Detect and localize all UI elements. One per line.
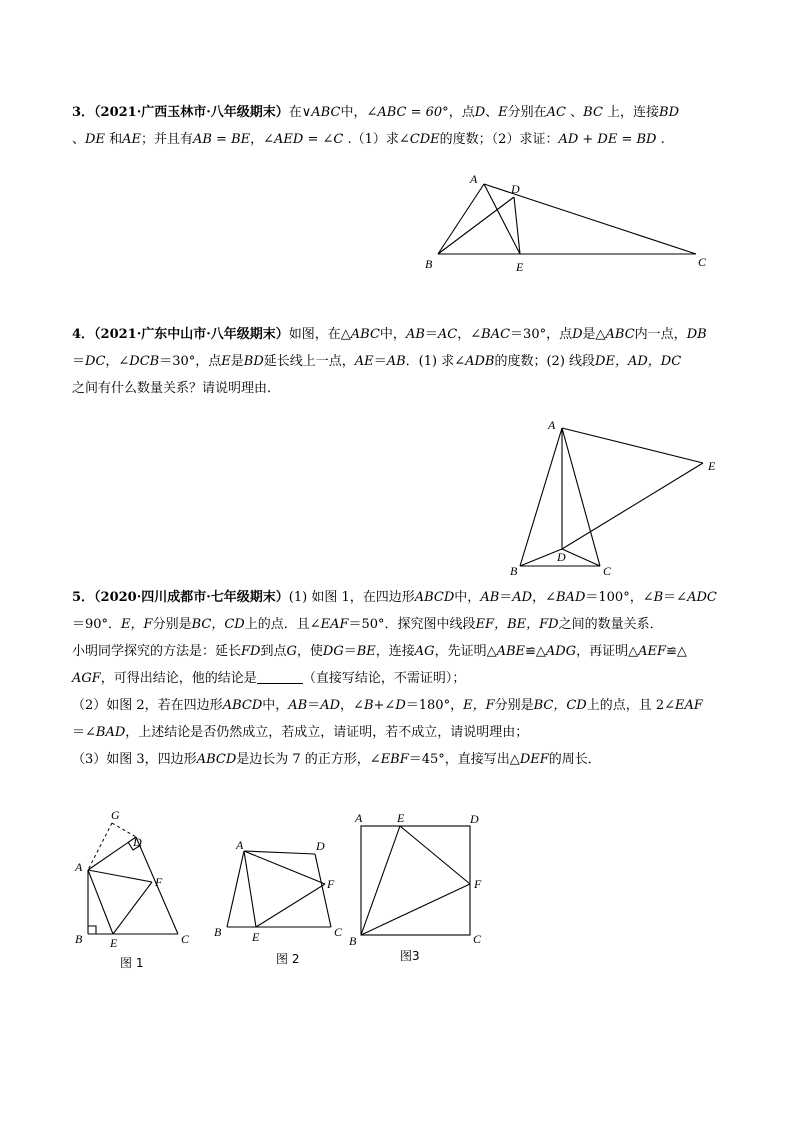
quadrilateral-figure-1 (88, 823, 178, 934)
problem-4-text: 4．（2021·广东中山市·八年级期末）如图，在△ABC中，AB＝AC，∠BAC＝30°，点D是△ABC内一点，DB ＝DC，∠DCB＝30°，点E是BD延长线上一点，AE＝AB．(1) 求∠ADB的度数；(2) 线段DE，AD，DC 之间有什么数量关系？请说明理由． (72, 327, 707, 396)
label-c: C (473, 932, 482, 946)
label-d: D (133, 835, 142, 849)
label-a: A (355, 811, 363, 825)
figure-caption: 图 2 (276, 952, 300, 966)
label-b: B (510, 564, 518, 578)
problem-number: 3． (72, 105, 95, 120)
label-a: A (470, 172, 478, 186)
problem-5-line-5: （2）如图 2，若在四边形ABCD中，AB＝AD，∠B+∠D＝180°，E，F分别是BC，CD上的点，且 2∠EAF (72, 698, 703, 713)
label-g: G (111, 808, 120, 822)
problem-3-text: 3．（2021·广西玉林市·八年级期末）在∨ABC中，∠ABC = 60°，点D、E分别在AC 、BC 上，连接BD 、DE 和AE；并且有AB = BE，∠AED = ∠C .（1）求∠CDE的度数；（2）求证：AD + DE = BD . (72, 105, 680, 147)
problem-source: （2021·广西玉林市·八年级期末） (94, 105, 289, 120)
problem-5-line-2: ＝90°．E，F分别是BC，CD上的点．且∠EAF＝50°．探究图中线段EF，BE，FD之间的数量关系． (72, 617, 663, 632)
label-b: B (214, 925, 222, 939)
triangle-figure-3 (438, 184, 696, 254)
label-d: D (511, 182, 520, 196)
problem-number: 4． (72, 327, 95, 342)
label-b: B (75, 932, 83, 946)
figure-caption: 图3 (400, 949, 420, 963)
problem-5-line-6: ＝∠BAD，上述结论是否仍然成立，若成立，请证明，若不成立，请说明理由； (72, 725, 529, 740)
label-c: C (181, 932, 190, 946)
label-d: D (557, 550, 566, 564)
label-a: A (75, 860, 83, 874)
problem-5-line-7: （3）如图 3，四边形ABCD是边长为 7 的正方形，∠EBF＝45°，直接写出△DEF的周长． (72, 752, 601, 767)
label-f: F (327, 877, 335, 891)
figure-caption: 图 1 (120, 956, 144, 970)
label-e: E (516, 260, 524, 274)
triangle-figure-4 (520, 428, 703, 566)
label-e: E (252, 930, 260, 944)
label-e: E (708, 459, 716, 473)
label-d: D (470, 812, 479, 826)
problem-source: （2020·四川成都市·七年级期末） (94, 590, 289, 605)
problem-number: 5． (72, 590, 95, 605)
answer-blank[interactable] (257, 669, 303, 684)
problem-5-line-4: AGF，可得出结论，他的结论是 （直接写结论，不需证明）； (72, 671, 466, 686)
label-c: C (698, 255, 707, 269)
problem-source: （2021·广东中山市·八年级期末） (94, 327, 289, 342)
problem-5-text (72, 584, 732, 773)
label-c: C (334, 925, 343, 939)
label-a: A (548, 418, 556, 432)
label-f: F (474, 877, 482, 891)
label-c: C (603, 564, 612, 578)
label-d: D (316, 839, 325, 853)
square-figure-3 (361, 826, 470, 935)
label-f: F (155, 875, 163, 889)
problem-5-line-1: 5．（2020·四川成都市·七年级期末）(1) 如图 1，在四边形ABCD中，AB＝AD，∠BAD＝100°，∠B＝∠ADC (72, 590, 717, 605)
quadrilateral-figure-2 (227, 851, 331, 927)
label-b: B (425, 257, 433, 271)
label-a: A (236, 838, 244, 852)
problem-5-line-3: 小明同学探究的方法是：延长FD到点G，使DG＝BE，连接AG，先证明△ABE≌△ADG，再证明△AEF≌△ (72, 644, 687, 659)
label-e: E (397, 811, 405, 825)
label-e: E (110, 936, 118, 950)
label-b: B (349, 934, 357, 948)
